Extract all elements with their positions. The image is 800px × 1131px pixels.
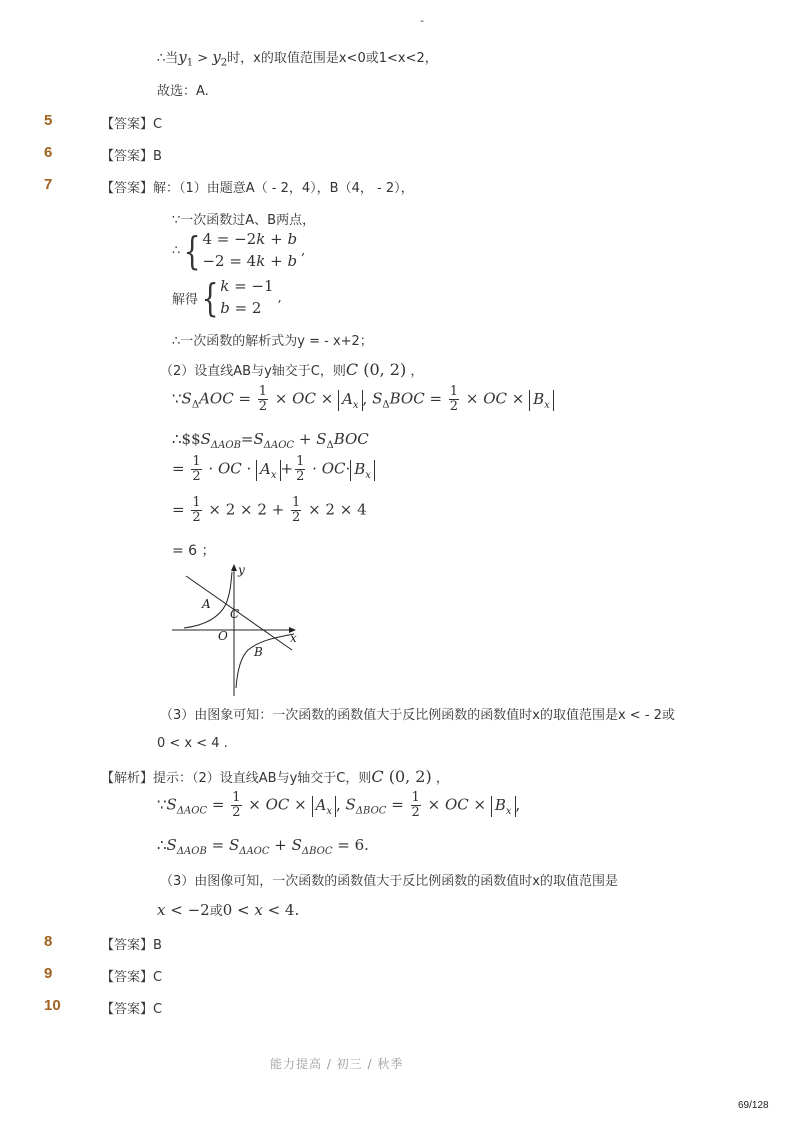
answer-line: 【答案】C [101,970,163,985]
area-calc-line-2: = $\frac{1}{2}$ × 2 × 2 + $\frac{1}{2}$ × 2 × 4 [172,495,367,525]
point-a-label: A [202,597,211,611]
prev-choice: 故选：A. [157,84,209,99]
q7-line-1: ∵一次函数过A、B两点， [172,213,316,228]
prev-line-prefix: ∴当 [157,51,179,66]
question-number: 8 [44,933,53,950]
question-number: 10 [44,997,61,1014]
page-footer: 能力提高 / 初三 / 秋季 [270,1057,404,1071]
question-number: 5 [44,112,53,129]
question-number: 9 [44,965,53,982]
y-axis-label: y [238,563,245,577]
header-mark: - [420,14,424,27]
y-axis-arrow [231,564,237,571]
point-b-label: B [254,645,263,659]
prev-answer-line: ∴当$y_1 > y_2$时，x的取值范围是x<0或1<x<2， [157,48,438,69]
page-number: 69/128 [738,1100,769,1111]
analysis-sum-line: $\therefore S_{\Delta AOB} = S_{\Delta AOC} + S_{\Delta BOC} = 6$. [157,836,369,857]
question-number: 6 [44,144,53,161]
answer-line: 【答案】C [101,1002,163,1017]
q7-part2-intro: （2）设直线AB与y轴交于C，则C (0, 2) ， [160,360,424,379]
prev-line-suffix: 时，x的取值范围是x<0或1<x<2， [227,51,438,66]
equation-system: ∴{ 4 = −2k + b −2 = 4k + b , [172,228,306,273]
answer-line: 【答案】B [101,938,162,953]
q7-part3-line2: 0 < x < 4 . [157,736,228,751]
x-axis-label: x [290,631,297,645]
q7-conclusion: ∴一次函数的解析式为y = - x+2； [172,334,373,349]
question-number: 7 [44,176,53,193]
point-c-label: C [230,607,240,621]
solution-system: 解得{ k = −1 b = 2 , [172,275,282,320]
analysis-part3: （3）由图像可知，一次函数的函数值大于反比例函数的函数值时x的取值范围是 [160,874,618,889]
analysis-range: x < −2或0 < x < 4. [157,901,300,919]
area-sum-line: $\therefore\$\$S_{\Delta AOB}=S_{\Delta AOC} + S_\Delta BOC$ [172,430,369,451]
area-result: = 6 ； [172,543,216,559]
area-formula-line: $\because S_\Delta AOC$ = $\frac{1}{2}$ × OC × $A_x$ , $S_\Delta BOC$ = $\frac{1}{2}$ × OC × $B_x$ [172,385,554,413]
area-calc-line-1: = $\frac{1}{2}$ · OC · $A_x$ + $\frac{1}{2}$ · $OC\cdot B_x$ [172,455,375,483]
hyperbola-branch-right [236,634,294,688]
analysis-area-line: $\because S_{\Delta AOC}$ = $\frac{1}{2}$ × OC × $A_x$ , $S_{\Delta BOC}$ = $\frac{1}{2}$ × OC × $B_x$ , [157,790,521,820]
q7-intro: 【答案】解：（1）由题意A（ - 2，4），B（4， - 2）， [101,181,414,196]
answer-line: 【答案】B [101,149,162,164]
origin-label: O [218,629,228,643]
analysis-intro: 【解析】提示：（2）设直线AB与y轴交于C，则C (0, 2) ， [101,767,449,786]
q7-part3-line1: （3）由图象可知：一次函数的函数值大于反比例函数的函数值时x的取值范围是x < - 2或 [160,708,675,723]
answer-line: 【答案】C [101,117,163,132]
function-graph [170,562,300,698]
